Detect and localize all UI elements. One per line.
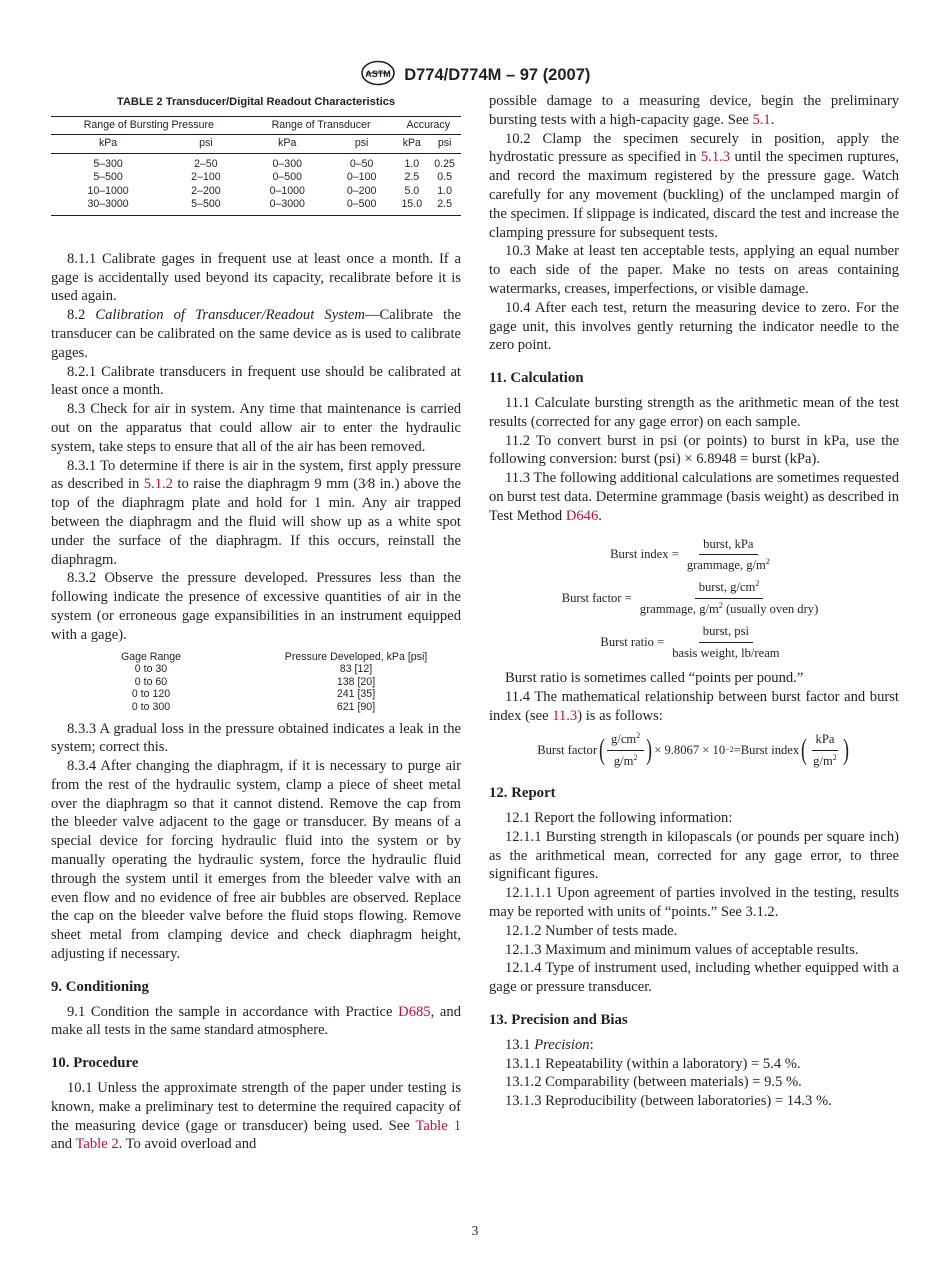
document-designation: D774/D774M – 97 (2007) bbox=[404, 65, 591, 84]
page-header bbox=[0, 60, 950, 91]
table-header-unit: psi bbox=[199, 137, 213, 150]
paragraph-12-1-4: 12.1.4 Type of instrument used, including whether equipped with a gage or pressure transducer. bbox=[489, 960, 899, 996]
table-cell: 1.0 bbox=[437, 184, 452, 197]
table-cell: 5–300 bbox=[93, 157, 123, 170]
gage-table-cell: 0 to 60 bbox=[134, 675, 168, 688]
table-cell: 2–100 bbox=[191, 171, 221, 184]
ref-link-5-1-2[interactable]: 5.1.2 bbox=[143, 476, 173, 493]
table-cell: 5.0 bbox=[404, 184, 420, 197]
paragraph-9-1: 9.1 Condition the sample in accordance with Practice D685, and make all tests in the same standard atmosphere. bbox=[51, 1003, 461, 1039]
paragraph-8-3: 8.3 Check for air in system. Any time that maintenance is carried out on the apparatus that could allow air to enter the hydraulic system, take steps to ensure that all of the air has been removed. bbox=[51, 401, 461, 455]
table-cell: 0.25 bbox=[434, 157, 455, 170]
section-heading-12: 12. Report bbox=[489, 785, 556, 802]
table-header-unit: kPa bbox=[98, 137, 118, 150]
ref-link-d646[interactable]: D646 bbox=[565, 507, 599, 524]
paragraph-8-1-1: 8.1.1 Calibrate gages in frequent use at least once a month. If a gage is accidentally used beyond its capacity, recalibrate before it is used again. bbox=[51, 250, 461, 305]
table-cell: 0.5 bbox=[437, 171, 452, 184]
paragraph-8-3-1: 8.3.1 To determine if there is air in the system, first apply pressure as described in 5.1.2 to raise the diaphragm 9 mm (3⁄8 in.) above the top of the diaphragm plate and hold for 1 min. Any air trapped between the diaphragm and the fluid will show up as a white spot under the surface of the diaphragm. If this occurs, reinstall the diaphragm. bbox=[51, 457, 462, 568]
gage-table-cell: 83 [12] bbox=[339, 663, 373, 676]
table-cell: 0–1000 bbox=[269, 184, 305, 197]
left-column bbox=[51, 92, 461, 1154]
table-cell: 0–50 bbox=[349, 157, 374, 170]
gage-table-cell: 0 to 30 bbox=[134, 663, 168, 676]
table-cell: 0–300 bbox=[272, 157, 302, 170]
table-header-unit: psi bbox=[354, 137, 369, 150]
table-2 bbox=[51, 116, 461, 216]
paragraph-10-1: 10.1 Unless the approximate strength of the paper under testing is known, make a preliminary test to determine the required capacity of the measuring device (gage or transducer) being used. See Table 1 and Table 2. To avoid overload and bbox=[51, 1080, 461, 1153]
paragraph-12-1-1: 12.1.1 Bursting strength in kilopascals (or pounds per square inch) as the arithmetical mean, corrected for any gage error, to three significant figures. bbox=[489, 828, 899, 883]
paragraph-11-3: 11.3 The following additional calculations are sometimes requested on burst test data. Determine grammage (basis weight) as described in Test Method D646. bbox=[489, 470, 899, 524]
table-cell: 0–200 bbox=[346, 184, 377, 197]
table-cell: 0–500 bbox=[346, 198, 377, 211]
paragraph-burst-ratio-note: Burst ratio is sometimes called “points per pound.” bbox=[505, 670, 804, 687]
gage-table-cell: 0 to 120 bbox=[131, 688, 171, 701]
gage-range-table bbox=[51, 651, 461, 714]
section-heading-9: 9. Conditioning bbox=[51, 978, 149, 995]
gage-table-header: Gage Range bbox=[120, 650, 182, 663]
table-cell: 1.0 bbox=[404, 157, 420, 170]
equation-burst-index: Burst index = $\frac{\text{burst, kPa}}{grammage, g/m^2}$ bbox=[610, 536, 770, 573]
page-number: 3 bbox=[471, 1223, 479, 1238]
table-row bbox=[51, 701, 461, 714]
table-cell: 5–500 bbox=[93, 171, 123, 184]
paragraph-13-1-2: 13.1.2 Comparability (between materials) = 9.5 %. bbox=[505, 1074, 802, 1091]
ref-link-11-3[interactable]: 11.3 bbox=[552, 707, 578, 724]
paragraph-10-4: 10.4 After each test, return the measuring device to zero. For the gage unit, this involves gently returning the indicator needle to the zero point. bbox=[489, 299, 899, 354]
table-header-unit: kPa bbox=[278, 137, 297, 150]
table-header-unit: psi bbox=[437, 137, 452, 150]
ref-link-d685[interactable]: D685 bbox=[398, 1003, 431, 1020]
ref-link-table-1[interactable]: Table 1 bbox=[415, 1117, 461, 1134]
paragraph-8-3-4: 8.3.4 After changing the diaphragm, if it is necessary to purge air from the rest of the hydraulic system, clamp a piece of sheet metal over the diaphragm so that it cannot distend. Remove the cap from the bleeder valve adjacent to the gage or transducer. By means of a special device for forcing hydraulic fluid into the system or by manually operating the hydraulic system, force the hydraulic fluid through the system until it emerges from the bleeder valve with an even flow and no evidence of free air bubbles are observed. Replace the cap on the bleeder valve before the fluid stops flowing. Remove sheet metal from clamping device and check diaphragm height, adjusting if necessary. bbox=[51, 758, 461, 963]
gage-table-cell: 621 [90] bbox=[336, 700, 376, 713]
table-row bbox=[51, 663, 461, 676]
table-cell: 2.5 bbox=[437, 198, 452, 211]
table-cell: 2.5 bbox=[404, 171, 420, 184]
paragraph-11-4: 11.4 The mathematical relationship between burst factor and burst index (see 11.3) is as follows: bbox=[489, 689, 899, 724]
section-heading-10: 10. Procedure bbox=[51, 1055, 139, 1072]
section-title-italic: Calibration of Transducer/Readout System bbox=[95, 307, 365, 324]
table-row bbox=[51, 676, 461, 689]
table-cell: 30–3000 bbox=[87, 198, 129, 211]
paragraph-10-3: 10.3 Make at least ten acceptable tests, applying an equal number to each side of the paper. Make no tests on areas containing watermarks, creases, imperfections, or visible damage. bbox=[489, 243, 899, 297]
table-cell: 0–100 bbox=[346, 171, 377, 184]
table-header-group: Range of Bursting Pressure bbox=[51, 116, 247, 135]
gage-table-cell: 138 [20] bbox=[336, 675, 376, 688]
table-row bbox=[51, 688, 461, 701]
table-row bbox=[51, 171, 461, 185]
paragraph-8-3-2: 8.3.2 Observe the pressure developed. Pressures less than the following indicate the presence of excessive quantities of air in the system (or erroneous gage expansibilities in an instrument equipped with a gage). bbox=[51, 570, 461, 643]
right-column bbox=[489, 92, 899, 1111]
table-row bbox=[51, 198, 461, 215]
paragraph-11-1: 11.1 Calculate bursting strength as the arithmetic mean of the test results (corrected for any gage error) on each sample. bbox=[489, 394, 899, 430]
table-header-group: Range of Transducer bbox=[247, 116, 396, 135]
paragraph-13-1-1: 13.1.1 Repeatability (within a laboratory) = 5.4 %. bbox=[505, 1055, 801, 1072]
paragraph-8-3-3: 8.3.3 A gradual loss in the pressure obtained indicates a leak in the system; correct this. bbox=[51, 720, 461, 756]
section-heading-11: 11. Calculation bbox=[489, 370, 584, 387]
paragraph-13-1: 13.1 Precision: bbox=[505, 1036, 594, 1053]
equation-factor-index-relation: Burst factor ( $\frac{g/cm^2}{g/m^2}$ ) × 9.8067 × 10 −2 = Burst index ( $\frac{\text{kPa}}{g/m^2}$ ) bbox=[537, 730, 849, 768]
ref-link-5-1[interactable]: 5.1 bbox=[752, 111, 771, 128]
paragraph-8-2: 8.2 Calibration of Transducer/Readout System—Calibrate the transducer can be calibrated on the same device as is used to calibrate gages. bbox=[51, 307, 461, 361]
table-cell: 5–500 bbox=[191, 198, 221, 211]
astm-logo-icon bbox=[360, 60, 396, 91]
ref-link-table-2[interactable]: Table 2 bbox=[75, 1136, 119, 1153]
paragraph-8-2-1: 8.2.1 Calibrate transducers in frequent use should be calibrated at least once a month. bbox=[51, 363, 461, 399]
table-cell: 2–200 bbox=[191, 184, 221, 197]
table-cell: 0–3000 bbox=[269, 198, 305, 211]
table-cell: 2–50 bbox=[194, 157, 218, 170]
table-cell: 10–1000 bbox=[87, 184, 129, 197]
table-header-unit: kPa bbox=[402, 137, 421, 150]
table-cell: 15.0 bbox=[401, 198, 423, 211]
table-cell: 0–500 bbox=[272, 171, 302, 184]
equation-burst-factor: Burst factor = $\frac{burst, g/cm^2}{grammage, g/m^2 (usually oven dry)}$ bbox=[561, 578, 819, 616]
paragraph-12-1: 12.1 Report the following information: bbox=[505, 810, 733, 827]
paragraph-11-2: 11.2 To convert burst in psi (or points) to burst in kPa, use the following conversion: burst (psi) × 6.8948 = burst (kPa). bbox=[489, 432, 899, 468]
paragraph-13-1-3: 13.1.3 Reproducibility (between laboratories) = 14.3 %. bbox=[505, 1093, 832, 1110]
section-heading-13: 13. Precision and Bias bbox=[489, 1012, 628, 1029]
paragraph-12-1-1-1: 12.1.1.1 Upon agreement of parties involved in the testing, results may be reported with units of “points.” See 3.1.2. bbox=[489, 885, 899, 921]
section-title-italic: Precision bbox=[534, 1036, 590, 1053]
paragraph-10-1-continued: possible damage to a measuring device, begin the preliminary bursting tests with a high-capacity gage. See 5.1. bbox=[489, 93, 899, 128]
gage-table-cell: 0 to 300 bbox=[131, 700, 171, 713]
paragraph-12-1-2: 12.1.2 Number of tests made. bbox=[505, 922, 678, 939]
equation-burst-ratio: Burst ratio = $\frac{\text{burst, psi}}{\text{basis weight, lb/ream}}$ bbox=[600, 623, 780, 660]
gage-table-cell: 241 [35] bbox=[336, 688, 376, 701]
paragraph-12-1-3: 12.1.3 Maximum and minimum values of acceptable results. bbox=[505, 941, 859, 958]
table-row bbox=[51, 185, 461, 199]
table-header-group: Accuracy bbox=[395, 116, 461, 135]
paragraph-10-2: 10.2 Clamp the specimen securely in position, apply the hydrostatic pressure as specified in 5.1.3 until the specimen ruptures, and record the maximum registered by the pressure gage. Watch carefully for any movement (buckling) of the unclamped margin of the specimen. If slippage is indicated, discard the test and increase the clamping pressure for subsequent tests. bbox=[489, 130, 899, 241]
ref-link-5-1-3[interactable]: 5.1.3 bbox=[700, 149, 731, 166]
table-row bbox=[51, 153, 461, 171]
table-2-caption: TABLE 2 Transducer/Digital Readout Characteristics bbox=[116, 96, 396, 108]
gage-table-header: Pressure Developed, kPa [psi] bbox=[284, 650, 428, 663]
svg-text:ASTM: ASTM bbox=[364, 69, 391, 79]
